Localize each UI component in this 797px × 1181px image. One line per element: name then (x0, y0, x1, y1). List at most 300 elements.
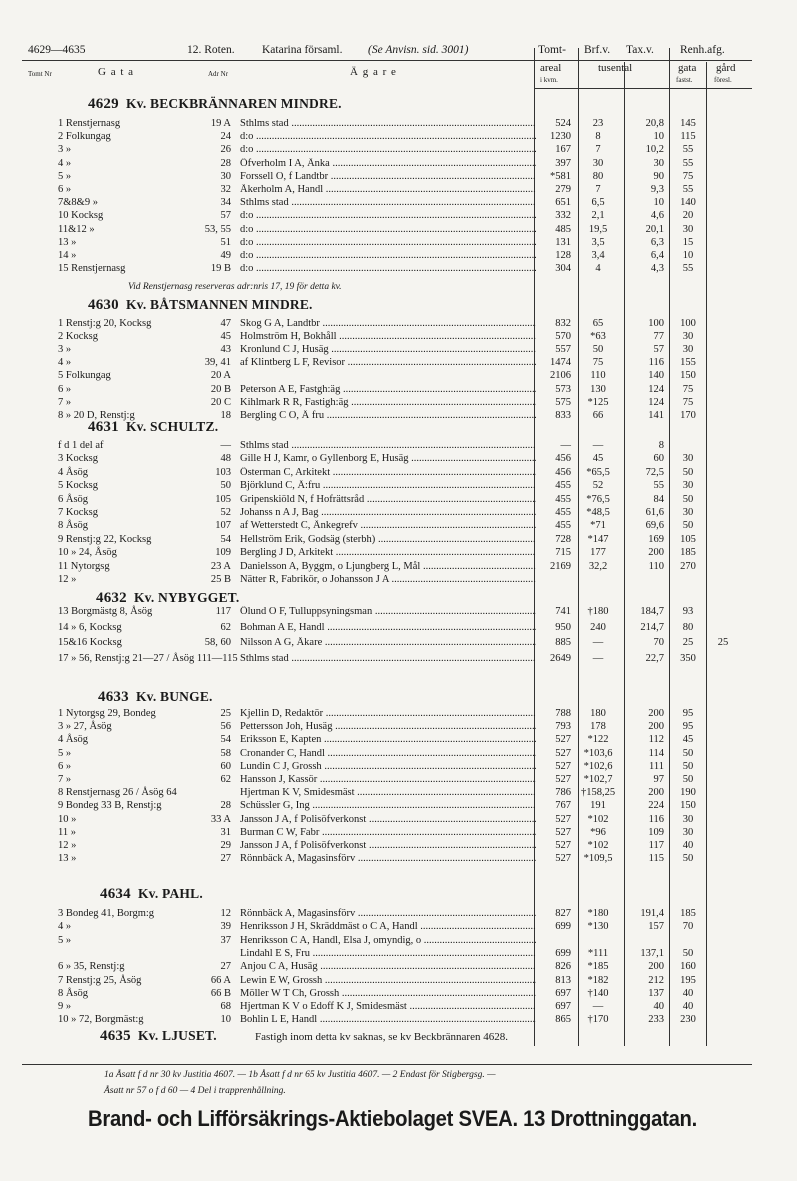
table-row (0, 761, 797, 773)
row-owner: Bergling J D, Arkitekt ..... (240, 547, 536, 559)
table-row (0, 197, 797, 209)
row-street-fee: 50 (682, 947, 694, 959)
row-tax-value: 60 (653, 453, 664, 465)
row-number: 50 (220, 480, 231, 492)
row-address: 5 Folkungag (58, 370, 111, 382)
row-owner: Ölund O F, Tulluppsyningsman ..... (240, 606, 536, 618)
row-tax-value: 90 (653, 170, 664, 182)
row-owner: Lundin C J, Grossh ..... (240, 761, 536, 773)
row-area: 557 (555, 344, 571, 356)
row-owner: Nilsson A G, Åkare ..... (240, 637, 536, 649)
row-area: 699 (555, 921, 571, 933)
row-street-fee: 150 (680, 800, 696, 812)
row-area: 715 (555, 547, 571, 559)
row-tax-value: 212 (648, 974, 664, 986)
row-area: 485 (555, 223, 571, 235)
row-owner: Åkerholm A, Handl ..... (240, 184, 536, 196)
row-number: 58 (220, 747, 231, 759)
table-row (0, 935, 797, 947)
row-address: 15 Renstjernasg (58, 263, 126, 275)
row-brf-value: 7 (595, 184, 601, 195)
row-street-fee: 50 (682, 493, 694, 505)
row-area: 699 (555, 947, 571, 959)
row-brf-value: — (592, 652, 604, 664)
row-brf-value: 191 (590, 800, 606, 812)
row-number: 107 (215, 520, 231, 532)
table-row (0, 131, 797, 143)
row-brf-value: *122 (587, 734, 609, 746)
row-owner: Sthlms stad ..... (240, 653, 536, 665)
row-tax-value: 97 (653, 774, 664, 785)
row-number: 29 (220, 840, 231, 851)
row-owner: Hellström Erik, Godsäg (sterbh) ..... (240, 534, 536, 546)
row-owner: Rönnbäck A, Magasinsförv ..... (240, 853, 536, 865)
row-address: 1 Renstjernasg (58, 118, 121, 129)
row-tax-value: 55 (653, 480, 664, 492)
row-address: 8 » 20 D, Renstj:g (58, 409, 135, 421)
row-address: 11&12 » (58, 223, 95, 235)
row-address: 7 Renstj:g 25, Åsög (58, 974, 142, 986)
row-street-fee: 30 (682, 331, 694, 343)
row-brf-value: 52 (592, 480, 604, 492)
row-address: 12 » (58, 840, 77, 851)
row-street-fee: 140 (680, 197, 696, 209)
col-kvm: i kvm. (540, 76, 558, 84)
row-brf-value: †170 (587, 1014, 609, 1026)
row-owner: Kjellin D, Redaktör ..... (240, 708, 536, 720)
row-area: 527 (555, 734, 571, 746)
row-address: 7 » (58, 774, 72, 785)
row-tax-value: 157 (648, 921, 664, 933)
table-row (0, 708, 797, 720)
table-row (0, 507, 797, 519)
row-brf-value: 80 (592, 170, 604, 182)
footnote-line: Åsatt nr 57 o f d 60 — 4 Del i trapprenhållning. (104, 1086, 286, 1096)
section-heading: 4630 Kv. BÅTSMANNEN MINDRE. (88, 297, 313, 313)
row-tax-value: 191,4 (640, 908, 664, 919)
col-gata2: gata (678, 62, 697, 74)
row-owner: Lindahl E S, Fru ..... (240, 948, 536, 960)
row-area: 524 (555, 118, 571, 129)
row-area: 697 (555, 987, 571, 999)
row-address: 2 Kocksg (58, 331, 98, 343)
row-address: 11 Nytorgsg (58, 560, 110, 572)
row-street-fee: 95 (682, 721, 694, 733)
row-number: 60 (220, 760, 231, 772)
row-address: 11 » (58, 826, 76, 838)
row-number: 54 (220, 533, 231, 545)
row-address: 6 » 35, Renstj:g (58, 961, 125, 973)
row-area: 455 (555, 480, 571, 492)
row-address: 6 Åsög (58, 493, 89, 505)
row-owner: af Klintberg L F, Revisor ..... (240, 357, 536, 369)
row-number: 27 (220, 961, 231, 973)
row-tax-value: 169 (648, 533, 664, 545)
row-area: 527 (555, 840, 571, 851)
row-address: 10 Kocksg (58, 210, 104, 222)
row-number: 23 A (210, 560, 231, 572)
row-area: 397 (555, 157, 571, 169)
row-owner: d:o ..... (240, 237, 536, 249)
row-tax-value: 22,7 (645, 652, 664, 664)
row-brf-value: *103,6 (583, 747, 613, 759)
row-street-fee: 195 (680, 974, 696, 986)
row-brf-value: 66 (592, 409, 604, 421)
table-row (0, 908, 797, 920)
row-street-fee: 25 (682, 637, 694, 648)
row-owner: Holmström H, Bokhåll ..... (240, 331, 536, 343)
row-address: 15&16 Kocksg (58, 637, 122, 648)
table-row (0, 384, 797, 396)
table-row (0, 263, 797, 275)
row-brf-value: 23 (592, 118, 604, 129)
row-number: 31 (220, 826, 231, 838)
row-address: 13 » (58, 853, 77, 865)
row-owner: Sthlms stad ..... (240, 118, 536, 130)
row-owner: Henriksson J H, Skräddmäst o C A, Handl ..... (240, 921, 536, 933)
row-owner: Pettersson Joh, Husäg ..... (240, 721, 536, 733)
row-number: 30 (220, 170, 231, 182)
col-adrnr: Adr Nr (208, 70, 229, 78)
col-areal: areal (540, 62, 562, 74)
row-number: 62 (220, 621, 231, 633)
row-street-fee: 75 (682, 396, 694, 408)
row-area: 455 (555, 520, 571, 532)
row-owner: Eriksson E, Kapten ..... (240, 734, 536, 746)
table-row (0, 520, 797, 532)
row-tax-value: 200 (648, 547, 664, 559)
table-row (0, 467, 797, 479)
row-address: 10 » (58, 813, 77, 825)
row-brf-value: 130 (590, 383, 606, 395)
row-area: 527 (555, 853, 571, 865)
row-address: 9 Bondeg 33 B, Renstj:g (58, 800, 162, 812)
row-tax-value: 20,8 (645, 118, 664, 129)
row-owner: Gille H J, Kamr, o Gyllenborg E, Husäg ..... (240, 453, 536, 465)
row-address: 17 » 56, Renstj:g 21—27 / Åsög 111—115 (58, 652, 238, 664)
row-address: 5 » (58, 747, 72, 759)
col-fastst: fastst. (676, 76, 693, 84)
row-brf-value: 32,2 (588, 560, 608, 572)
row-tax-value: 137 (648, 987, 664, 999)
row-tax-value: 124 (648, 396, 664, 408)
table-row (0, 318, 797, 330)
row-street-fee: 50 (682, 853, 694, 865)
row-number: 54 (220, 734, 231, 746)
row-area: 527 (555, 760, 571, 772)
table-row (0, 118, 797, 130)
row-owner: Jansson J A, f Polisöfverkonst ..... (240, 814, 536, 826)
row-street-fee: 75 (682, 383, 694, 395)
row-brf-value: 75 (592, 357, 604, 369)
row-tax-value: 84 (653, 493, 664, 505)
row-area: 1230 (550, 131, 571, 143)
section-heading: 4629 Kv. BECKBRÄNNAREN MINDRE. (88, 96, 342, 112)
row-address: 5 Kocksg (58, 480, 98, 492)
table-row (0, 440, 797, 452)
row-owner: Bergling C O, Ä fru ..... (240, 410, 536, 422)
row-number: 48 (220, 453, 231, 465)
row-tax-value: 109 (648, 826, 664, 838)
row-street-fee: 50 (682, 774, 694, 785)
row-tax-value: 111 (649, 760, 664, 772)
table-row (0, 814, 797, 826)
row-brf-value: *185 (587, 961, 609, 973)
row-area: 128 (555, 250, 571, 261)
row-address: 6 » (58, 184, 72, 195)
row-number: 28 (220, 157, 231, 169)
row-street-fee: 230 (680, 1014, 696, 1026)
row-street-fee: 93 (682, 606, 694, 617)
header-rule-lower (534, 88, 752, 89)
table-row (0, 331, 797, 343)
row-tax-value: 61,6 (645, 507, 664, 518)
row-area: 279 (555, 184, 571, 195)
row-area: 573 (555, 383, 571, 395)
row-area: 527 (555, 774, 571, 785)
row-street-fee: 150 (680, 370, 696, 382)
row-tax-value: 200 (648, 961, 664, 973)
row-area: 813 (555, 974, 571, 986)
row-area: 456 (555, 466, 571, 478)
row-brf-value: 7 (595, 144, 601, 156)
row-owner: Peterson A E, Fastgh:äg ..... (240, 384, 536, 396)
row-tax-value: 6,3 (650, 236, 664, 248)
row-owner: af Wetterstedt C, Änkegrefv ..... (240, 520, 536, 532)
row-tax-value: 200 (648, 708, 664, 719)
row-address: 7 Kocksg (58, 507, 98, 518)
row-area: 570 (555, 331, 571, 343)
row-address: 10 » 24, Åsög (58, 547, 117, 559)
section-heading: 4635 Kv. LJUSET. (100, 1028, 217, 1044)
row-brf-value: *130 (587, 921, 609, 933)
table-row (0, 480, 797, 492)
row-street-fee: 30 (682, 507, 694, 518)
row-brf-value: 8 (595, 131, 601, 143)
footnote-line: 1a Åsatt f d nr 30 kv Justitia 4607. — 1b Åsatt f d nr 65 kv Justitia 4607. — 2 Endast för Stigbergsg. — (104, 1070, 496, 1080)
row-area: 131 (555, 236, 571, 248)
row-number: 51 (220, 236, 231, 248)
row-street-fee: 30 (682, 480, 694, 492)
section-text: Fastigh inom detta kv saknas, se kv Beckbrännaren 4628. (255, 1031, 508, 1043)
row-street-fee: 145 (680, 118, 696, 129)
row-owner: Gripenskiöld N, f Hofrättsråd ..... (240, 494, 536, 506)
row-tax-value: 20,1 (645, 223, 664, 235)
row-tax-value: 117 (648, 840, 664, 851)
table-row (0, 948, 797, 960)
row-area: 728 (555, 533, 571, 545)
row-brf-value: *71 (590, 520, 606, 532)
row-number: 27 (220, 853, 231, 865)
row-number: 18 (220, 409, 231, 421)
row-brf-value: *102,7 (583, 774, 613, 785)
table-row (0, 734, 797, 746)
row-tax-value: 9,3 (650, 184, 664, 195)
section-note: Vid Renstjernasg reserveras adr:nris 17, 19 för detta kv. (128, 282, 342, 292)
row-number: 20 C (210, 396, 231, 408)
row-area: 767 (555, 800, 571, 812)
row-address: 4 Åsög (58, 734, 89, 746)
row-number: 24 (220, 131, 231, 143)
row-area: 651 (555, 197, 571, 209)
row-area: 167 (555, 144, 571, 156)
row-street-fee: 160 (680, 961, 696, 973)
table-row (0, 622, 797, 634)
row-street-fee: 50 (682, 760, 694, 772)
row-street-fee: 55 (682, 157, 694, 169)
row-owner: Hjertman K V, Smidesmäst ..... (240, 787, 536, 799)
row-area: 697 (555, 1001, 571, 1013)
row-owner: Johanss n A J, Bag ..... (240, 507, 536, 519)
row-owner: Möller W T Ch, Grossh ..... (240, 988, 536, 1000)
row-address: 4 » (58, 157, 72, 169)
row-area: 885 (555, 637, 571, 648)
row-brf-value: *102,6 (583, 760, 613, 772)
row-street-fee: 15 (682, 236, 694, 248)
row-brf-value: 177 (590, 547, 606, 559)
row-address: 9 » (58, 1001, 72, 1013)
table-row (0, 344, 797, 356)
row-area: 741 (555, 606, 571, 617)
row-tax-value: 77 (653, 331, 664, 343)
row-number: 25 B (210, 574, 231, 585)
row-owner: Skog G A, Landtbr ..... (240, 318, 536, 330)
table-row (0, 453, 797, 465)
row-street-fee: 10 (682, 250, 694, 261)
row-number: 19 B (210, 263, 231, 275)
row-area: 950 (555, 621, 571, 633)
row-area: 827 (555, 908, 571, 919)
row-owner: Österman C, Arkitekt ..... (240, 467, 536, 479)
row-brf-value: — (592, 440, 604, 451)
col-renh: Renh.afg. (680, 44, 725, 56)
row-number: 66 A (210, 974, 231, 986)
row-owner: Öfverholm I A, Änka ..... (240, 158, 536, 170)
row-address: 1 Nytorgsg 29, Bondeg (58, 708, 156, 719)
col-tomtnr: Tomt Nr (28, 70, 52, 78)
table-row (0, 653, 797, 665)
section-heading: 4632 Kv. NYBYGGET. (96, 590, 240, 606)
row-brf-value: 178 (590, 721, 606, 733)
row-owner: d:o ..... (240, 263, 536, 275)
row-number: 39 (220, 921, 231, 933)
table-row (0, 144, 797, 156)
table-row (0, 921, 797, 933)
row-area: 455 (555, 493, 571, 505)
table-row (0, 224, 797, 236)
row-address: 12 » (58, 574, 77, 585)
row-number: 62 (220, 774, 231, 785)
row-address: 4 » (58, 921, 72, 933)
row-street-fee: 40 (682, 987, 694, 999)
row-address: 6 » (58, 760, 72, 772)
row-tax-value: 72,5 (645, 466, 664, 478)
row-area: 527 (555, 813, 571, 825)
table-row (0, 574, 797, 586)
row-street-fee: 30 (682, 826, 694, 838)
row-brf-value: *76,5 (586, 493, 610, 505)
row-owner: Jansson J A, f Polisöfverkonst ..... (240, 840, 536, 852)
row-tax-value: 200 (648, 721, 664, 733)
row-brf-value: *147 (587, 533, 609, 545)
advertisement: Brand- och Lifförsäkrings-Aktiebolaget SVEA. 13 Drottninggatan. (88, 1106, 697, 1131)
row-area: 786 (555, 787, 571, 799)
row-number: 57 (220, 210, 231, 222)
row-area: 456 (555, 453, 571, 465)
row-brf-value: *63 (590, 331, 606, 343)
row-brf-value: *182 (587, 974, 609, 986)
row-address: 5 » (58, 934, 72, 946)
row-brf-value: 6,5 (591, 197, 605, 209)
row-area: 2169 (550, 560, 571, 572)
row-tax-value: 100 (648, 318, 664, 329)
row-tax-value: 10 (653, 197, 664, 209)
col-tusental: tusental (598, 62, 633, 74)
row-owner: Sthlms stad ..... (240, 197, 536, 209)
table-row (0, 748, 797, 760)
row-brf-value: 30 (592, 157, 604, 169)
table-row (0, 237, 797, 249)
table-row (0, 250, 797, 262)
row-street-fee: 55 (682, 263, 694, 275)
row-number: 19 A (210, 118, 231, 129)
row-tax-value: 224 (648, 800, 664, 812)
roten-label: 12. Roten. (187, 44, 235, 56)
row-street-fee: 30 (682, 813, 694, 825)
row-number: 117 (215, 606, 231, 617)
row-street-fee: 55 (682, 144, 694, 156)
row-number: 33 A (210, 813, 231, 825)
row-brf-value: *180 (587, 908, 609, 919)
row-number: 26 (220, 144, 231, 156)
row-area: 1474 (550, 357, 571, 369)
row-street-fee: 75 (682, 170, 694, 182)
row-tax-value: 57 (653, 344, 664, 356)
row-address: 7&8&9 » (58, 197, 98, 209)
row-street-fee: 70 (682, 921, 694, 933)
row-owner: Forssell O, f Landtbr ..... (240, 171, 536, 183)
row-number: 66 B (210, 987, 231, 999)
row-street-fee: 45 (682, 734, 694, 746)
row-address: 13 » (58, 236, 77, 248)
table-row (0, 721, 797, 733)
row-brf-value: 110 (590, 370, 606, 382)
row-owner: Danielsson A, Byggm, o Ljungberg L, Mål ..... (240, 561, 536, 573)
row-owner: d:o ..... (240, 224, 536, 236)
row-street-fee: 190 (680, 787, 696, 799)
row-owner: Rönnbäck A, Magasinsförv ..... (240, 908, 536, 920)
table-row (0, 210, 797, 222)
row-brf-value: 240 (590, 621, 606, 633)
row-number: — (220, 440, 231, 451)
table-row (0, 494, 797, 506)
row-owner: Kronlund C J, Husäg ..... (240, 344, 536, 356)
row-street-fee: 55 (682, 184, 694, 195)
table-row (0, 534, 797, 546)
row-number: 53, 55 (204, 223, 231, 235)
row-tax-value: 137,1 (640, 947, 664, 959)
table-row (0, 1001, 797, 1013)
row-address: 5 » (58, 170, 72, 182)
section-heading: 4631 Kv. SCHULTZ. (88, 419, 219, 435)
row-address: 14 » (58, 250, 77, 261)
row-street-fee: 100 (680, 318, 696, 329)
row-number: 47 (220, 318, 231, 329)
row-address: 3 » 27, Åsög (58, 721, 112, 733)
row-brf-value: 45 (592, 453, 604, 465)
row-brf-value: 4 (595, 263, 601, 275)
table-row (0, 961, 797, 973)
